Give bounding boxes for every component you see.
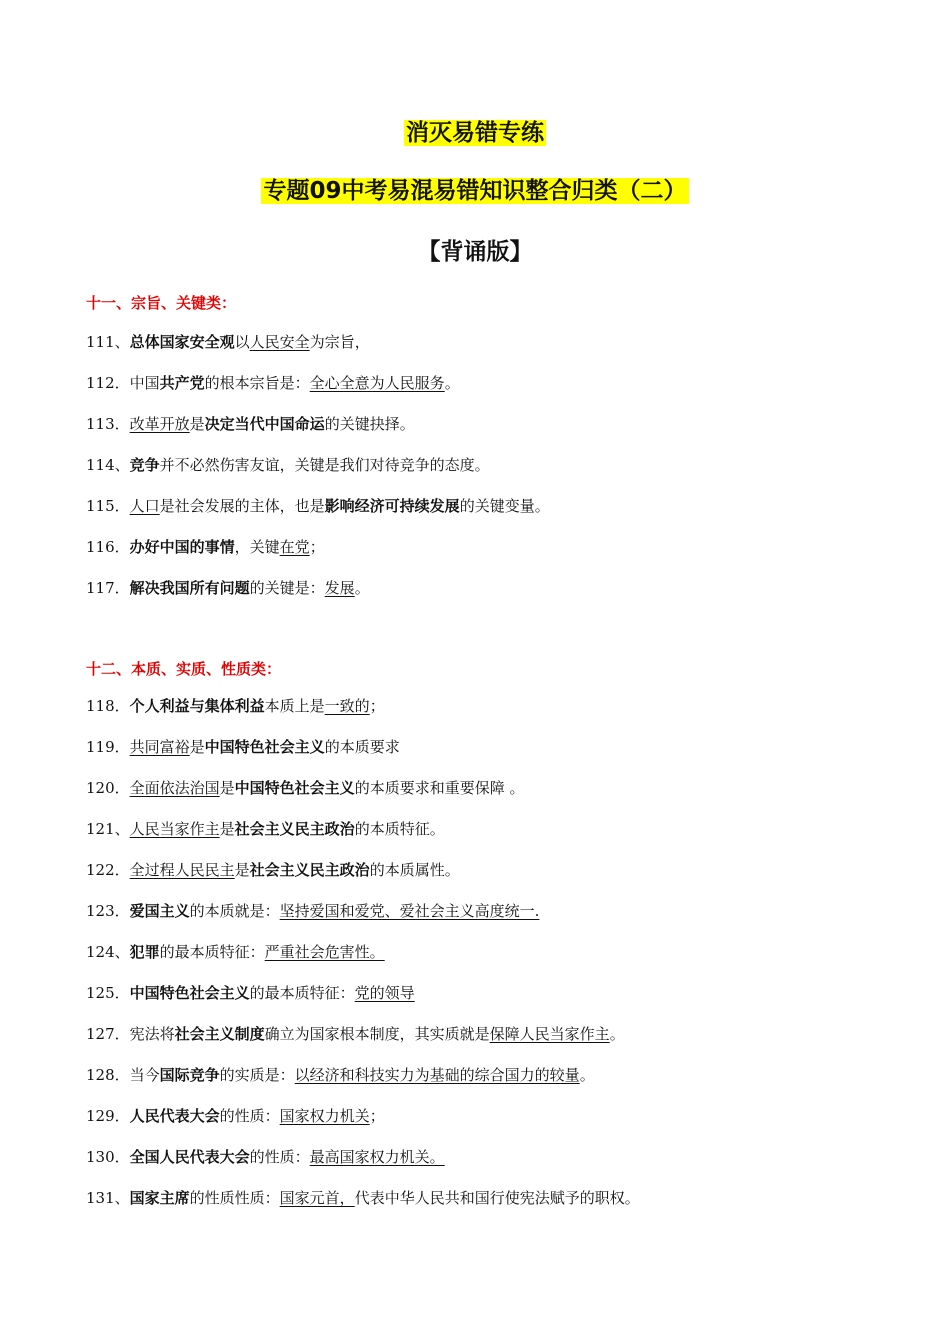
bold-term: 决定当代中国命运	[204, 415, 325, 433]
text-run: 118．	[86, 697, 130, 715]
text-run: 131、	[86, 1189, 130, 1207]
text-run: 129．	[86, 1107, 130, 1125]
list-item	[86, 373, 460, 393]
bold-term: 中国特色社会主义	[129, 984, 250, 1002]
text-run: ，关键	[234, 538, 280, 556]
bold-term: 社会主义民主政治	[234, 820, 355, 838]
text-run: 119．	[86, 738, 130, 756]
text-run: 的最本质特征：	[249, 984, 355, 1002]
list-item	[86, 696, 385, 716]
text-run: 的关键抉择。	[324, 415, 415, 433]
text-run: 的本质属性。	[369, 861, 460, 879]
underlined-answer: 国家权力机关	[279, 1107, 370, 1125]
underlined-answer: 保障人民当家作主	[489, 1025, 610, 1043]
text-run: 113．	[86, 415, 130, 433]
text-run: 是	[189, 738, 205, 756]
text-run: 代表中华人民共和国行使宪法赋予的职权。	[354, 1189, 640, 1207]
text-run: 是	[219, 779, 235, 797]
bold-term: 办好中国的事情	[129, 538, 235, 556]
text-run: 的实质是：	[219, 1066, 295, 1084]
list-item	[86, 414, 415, 434]
text-run: 125．	[86, 984, 130, 1002]
text-run: 的最本质特征：	[159, 943, 265, 961]
underlined-answer: 全过程人民民主	[129, 861, 235, 879]
underlined-answer: 改革开放	[129, 415, 190, 433]
underlined-answer: 发展	[324, 579, 355, 597]
text-run: 121、	[86, 820, 130, 838]
list-item	[86, 455, 490, 475]
text-run: 114、	[86, 456, 130, 474]
underlined-answer: 人民安全	[249, 333, 310, 351]
text-run: 117．	[86, 579, 130, 597]
text-run: 的本质特征。	[354, 820, 445, 838]
bold-term: 个人利益与集体利益	[129, 697, 265, 715]
title-highlight-1: 消灭易错专练	[406, 120, 544, 146]
bold-term: 竞争	[129, 456, 160, 474]
bold-term: 中国特色社会主义	[234, 779, 355, 797]
list-item	[86, 860, 460, 880]
text-run: 。	[444, 374, 460, 392]
title-highlight-2: 专题09中考易混易错知识整合归类（二）	[263, 178, 687, 204]
list-item	[86, 578, 370, 598]
bold-term: 人民代表大会	[129, 1107, 220, 1125]
list-item	[86, 1024, 625, 1044]
list-item	[86, 983, 415, 1003]
text-run: 并不必然伤害友谊，关键是我们对待竞争的态度。	[159, 456, 490, 474]
bold-term: 影响经济可持续发展	[324, 497, 460, 515]
list-item	[86, 901, 539, 921]
text-run: 是	[219, 820, 235, 838]
text-run: ；	[309, 538, 325, 556]
text-run: 115．	[86, 497, 130, 515]
text-run: 123．	[86, 902, 130, 920]
section-heading-11: 十一、宗旨、关键类：	[86, 294, 237, 312]
text-run: 的性质性质：	[189, 1189, 280, 1207]
text-run: 的本质就是：	[189, 902, 280, 920]
underlined-answer: 坚持爱国和爱党、爱社会主义高度统一.	[279, 902, 540, 920]
text-run: 127．宪法将	[86, 1025, 175, 1043]
text-run: 。	[579, 1066, 595, 1084]
list-item	[86, 1106, 385, 1126]
text-run: 本质上是	[264, 697, 325, 715]
list-item	[86, 942, 385, 962]
text-run: 的根本宗旨是：	[204, 374, 310, 392]
text-run: 的性质：	[219, 1107, 280, 1125]
bold-term: 解决我国所有问题	[129, 579, 250, 597]
text-run: 的本质要求和重要保障 。	[354, 779, 525, 797]
bold-term: 社会主义民主政治	[249, 861, 370, 879]
bold-term: 国际竞争	[159, 1066, 220, 1084]
text-run: 的关键变量。	[459, 497, 550, 515]
list-item	[86, 737, 400, 757]
bold-term: 社会主义制度	[174, 1025, 265, 1043]
text-run: ；	[369, 697, 385, 715]
underlined-answer: 人口	[129, 497, 160, 515]
text-run: 124、	[86, 943, 130, 961]
text-run: 128．当今	[86, 1066, 160, 1084]
list-item	[86, 819, 445, 839]
underlined-answer: 人民当家作主	[129, 820, 220, 838]
text-run: 是	[189, 415, 205, 433]
title-line-3: 【背诵版】	[417, 239, 533, 265]
text-run: 的关键是：	[249, 579, 325, 597]
bold-term: 共产党	[159, 374, 205, 392]
underlined-answer: 以经济和科技实力为基础的综合国力的较量	[294, 1066, 580, 1084]
text-run: 是社会发展的主体，也是	[159, 497, 325, 515]
text-run: 130．	[86, 1148, 130, 1166]
underlined-answer: 党的领导	[354, 984, 415, 1002]
underlined-answer: 全面依法治国	[129, 779, 220, 797]
title-line-2	[0, 172, 950, 205]
title-line-1	[0, 114, 950, 147]
list-item	[86, 1147, 445, 1167]
bold-term: 全国人民代表大会	[129, 1148, 250, 1166]
list-item	[86, 778, 524, 798]
text-run: 的本质要求	[324, 738, 400, 756]
list-item	[86, 1188, 640, 1208]
text-run: 确立为国家根本制度，其实质就是	[264, 1025, 490, 1043]
underlined-answer: 共同富裕	[129, 738, 190, 756]
bold-term: 爱国主义	[129, 902, 190, 920]
underlined-answer: 在党	[279, 538, 310, 556]
text-run: 120．	[86, 779, 130, 797]
text-run: 122．	[86, 861, 130, 879]
text-run: 。	[609, 1025, 625, 1043]
underlined-answer: 一致的	[324, 697, 370, 715]
bold-term: 犯罪	[129, 943, 160, 961]
bold-term: 中国特色社会主义	[204, 738, 325, 756]
text-run: 。	[354, 579, 370, 597]
list-item	[86, 1065, 595, 1085]
section-heading-12: 十二、本质、实质、性质类：	[86, 660, 282, 678]
list-item	[86, 496, 550, 516]
bold-term: 国家主席	[129, 1189, 190, 1207]
text-run: 111、	[86, 333, 130, 351]
text-run: 116．	[86, 538, 130, 556]
text-run: 以	[234, 333, 250, 351]
list-item	[86, 332, 370, 352]
underlined-answer: 严重社会危害性。	[264, 943, 385, 961]
text-run: ；	[369, 1107, 385, 1125]
underlined-answer: 最高国家权力机关。	[309, 1148, 445, 1166]
text-run: 的性质：	[249, 1148, 310, 1166]
text-run: 为宗旨，	[309, 333, 370, 351]
text-run: 112．中国	[86, 374, 160, 392]
list-item	[86, 537, 325, 557]
underlined-answer: 全心全意为人民服务	[309, 374, 445, 392]
text-run: 是	[234, 861, 250, 879]
bold-term: 总体国家安全观	[129, 333, 235, 351]
underlined-answer: 国家元首，	[279, 1189, 355, 1207]
